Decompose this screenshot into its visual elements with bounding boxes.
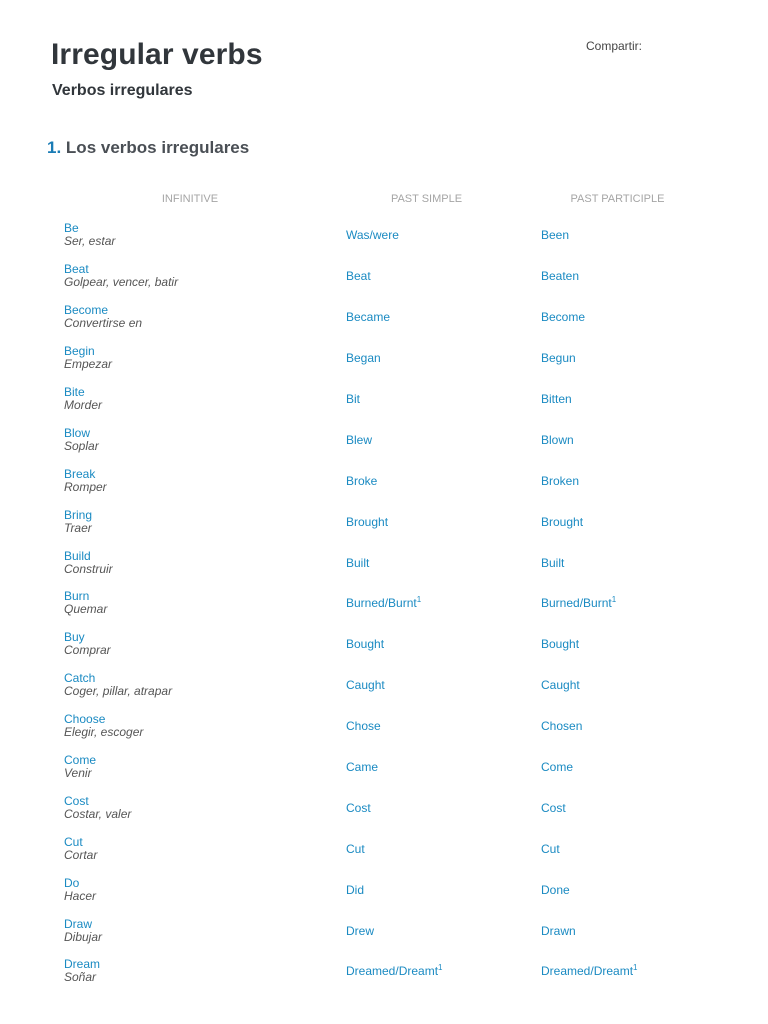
- past-simple-cell: [329, 460, 524, 501]
- table-row: [51, 910, 711, 951]
- table-row: [51, 828, 711, 869]
- table-row: [51, 215, 711, 256]
- past-simple-text: Blew: [346, 432, 373, 447]
- past-simple-cell: [329, 706, 524, 747]
- translation-text: Traer: [64, 520, 92, 535]
- past-participle-text: Burned/Burnt: [541, 596, 612, 611]
- past-participle-cell: [524, 583, 711, 624]
- infinitive-link[interactable]: Cut: [64, 834, 83, 849]
- translation-text: Elegir, escoger: [64, 725, 144, 740]
- past-participle-text: Broken: [541, 473, 580, 488]
- past-participle-text: Become: [541, 310, 586, 325]
- past-simple-cell: [329, 297, 524, 338]
- infinitive-cell: [51, 951, 329, 992]
- table-body: [51, 215, 711, 992]
- past-participle-cell: [524, 379, 711, 420]
- table-row: [51, 419, 711, 460]
- share-label: Compartir:: [586, 39, 643, 53]
- column-header-past-simple: PAST SIMPLE: [390, 192, 463, 205]
- infinitive-cell: [51, 583, 329, 624]
- past-simple-text: Bit: [346, 392, 361, 406]
- infinitive-cell: [51, 787, 329, 828]
- infinitive-link[interactable]: Bring: [64, 507, 93, 522]
- footnote-marker[interactable]: 1: [611, 595, 617, 605]
- past-participle-cell: [524, 706, 711, 747]
- past-simple-cell: [329, 542, 524, 583]
- infinitive-link[interactable]: Break: [64, 466, 96, 481]
- infinitive-cell: [51, 828, 329, 869]
- past-simple-cell: [329, 624, 524, 665]
- table-row: [51, 951, 711, 992]
- past-participle-text: Built: [541, 555, 565, 570]
- past-participle-text: Cost: [541, 800, 566, 815]
- past-simple-cell: [329, 419, 524, 460]
- past-simple-cell: [329, 869, 524, 910]
- table-row: [51, 787, 711, 828]
- infinitive-link[interactable]: Draw: [64, 916, 93, 931]
- past-participle-cell: [524, 624, 711, 665]
- infinitive-link[interactable]: Catch: [64, 671, 96, 686]
- past-participle-text: Dreamed/Dreamt: [541, 964, 634, 979]
- infinitive-link[interactable]: Choose: [64, 712, 106, 727]
- past-simple-cell: [329, 665, 524, 706]
- infinitive-link[interactable]: Blow: [64, 425, 91, 440]
- past-simple-text: Drew: [346, 923, 375, 938]
- table-row: [51, 624, 711, 665]
- past-participle-cell: [524, 338, 711, 379]
- past-participle-text: Drawn: [541, 923, 576, 938]
- past-simple-text: Began: [346, 351, 381, 366]
- infinitive-cell: [51, 665, 329, 706]
- past-participle-text: Blown: [541, 432, 574, 447]
- translation-text: Costar, valer: [64, 806, 132, 821]
- table-row: [51, 338, 711, 379]
- footnote-marker[interactable]: 1: [633, 963, 638, 973]
- infinitive-cell: [51, 910, 329, 951]
- column-header-past-participle: PAST PARTICIPLE: [570, 192, 665, 205]
- page-title: Irregular verbs: [51, 38, 263, 71]
- infinitive-link[interactable]: Bite: [64, 385, 85, 399]
- past-simple-text: Beat: [346, 269, 371, 284]
- past-simple-cell: [329, 828, 524, 869]
- past-participle-cell: [524, 747, 711, 788]
- past-participle-cell: [524, 419, 711, 460]
- translation-text: Soplar: [64, 438, 99, 453]
- infinitive-link[interactable]: Become: [64, 303, 109, 318]
- column-header-infinitive: INFINITIVE: [161, 192, 219, 205]
- past-simple-text: Was/were: [346, 228, 399, 243]
- infinitive-link[interactable]: Come: [64, 753, 97, 768]
- past-participle-text: Bitten: [541, 392, 572, 406]
- section-title: Los verbos irregulares: [65, 138, 250, 157]
- infinitive-link[interactable]: Beat: [64, 262, 89, 277]
- past-simple-text: Broke: [346, 473, 378, 488]
- table-header-row: [51, 182, 711, 215]
- translation-text: Construir: [64, 561, 113, 576]
- past-participle-text: Cut: [541, 841, 560, 856]
- section-number: 1.: [47, 138, 62, 157]
- past-simple-cell: [329, 787, 524, 828]
- past-simple-text: Burned/Burnt: [346, 596, 417, 611]
- past-simple-text: Built: [346, 555, 370, 570]
- translation-text: Quemar: [64, 602, 108, 617]
- infinitive-cell: [51, 542, 329, 583]
- past-simple-cell: [329, 501, 524, 542]
- translation-text: Comprar: [64, 643, 111, 658]
- table-row: [51, 542, 711, 583]
- infinitive-cell: [51, 460, 329, 501]
- infinitive-cell: [51, 256, 329, 297]
- infinitive-cell: [51, 297, 329, 338]
- past-simple-text: Bought: [346, 637, 385, 652]
- past-participle-cell: [524, 910, 711, 951]
- past-participle-text: Brought: [541, 514, 584, 529]
- table-row: [51, 747, 711, 788]
- past-simple-cell: [329, 338, 524, 379]
- page-subtitle: Verbos irregulares: [52, 82, 193, 99]
- past-simple-text: Brought: [346, 514, 389, 529]
- past-simple-text: Came: [346, 760, 379, 775]
- past-simple-text: Became: [346, 310, 391, 325]
- translation-text: Hacer: [64, 888, 97, 903]
- translation-text: Golpear, vencer, batir: [64, 275, 179, 290]
- infinitive-cell: [51, 624, 329, 665]
- infinitive-cell: [51, 338, 329, 379]
- translation-text: Cortar: [64, 847, 98, 862]
- infinitive-link[interactable]: Begin: [64, 344, 95, 359]
- infinitive-link[interactable]: Build: [64, 548, 91, 563]
- infinitive-cell: [51, 215, 329, 256]
- infinitive-cell: [51, 379, 329, 420]
- past-simple-cell: [329, 910, 524, 951]
- translation-text: Dibujar: [64, 929, 103, 944]
- table-row: [51, 706, 711, 747]
- table-row: [51, 665, 711, 706]
- past-participle-cell: [524, 501, 711, 542]
- infinitive-link[interactable]: Burn: [64, 589, 90, 604]
- past-participle-cell: [524, 460, 711, 501]
- table-row: [51, 869, 711, 910]
- infinitive-link[interactable]: Be: [64, 221, 79, 236]
- past-participle-cell: [524, 215, 711, 256]
- infinitive-link[interactable]: Buy: [64, 630, 85, 645]
- infinitive-link[interactable]: Dream: [64, 957, 101, 972]
- infinitive-cell: [51, 501, 329, 542]
- infinitive-cell: [51, 747, 329, 788]
- past-participle-cell: [524, 869, 711, 910]
- past-simple-text: Dreamed/Dreamt: [346, 964, 439, 979]
- past-participle-cell: [524, 951, 711, 992]
- past-simple-cell: [329, 583, 524, 624]
- past-participle-text: Caught: [541, 678, 580, 693]
- past-participle-text: Come: [541, 760, 574, 775]
- past-participle-cell: [524, 787, 711, 828]
- table-row: [51, 460, 711, 501]
- past-participle-cell: [524, 297, 711, 338]
- section-heading: [47, 138, 249, 158]
- past-simple-cell: [329, 215, 524, 256]
- past-simple-text: Cut: [346, 841, 365, 856]
- infinitive-link[interactable]: Do: [64, 875, 80, 890]
- past-participle-cell: [524, 542, 711, 583]
- translation-text: Morder: [64, 398, 103, 412]
- translation-text: Coger, pillar, atrapar: [64, 684, 173, 699]
- footnote-marker[interactable]: 1: [416, 595, 422, 605]
- past-participle-text: Begun: [541, 351, 576, 366]
- table-row: [51, 256, 711, 297]
- past-participle-text: Bought: [541, 637, 580, 652]
- translation-text: Convertirse en: [64, 316, 143, 331]
- past-participle-text: Been: [541, 228, 570, 243]
- past-simple-cell: [329, 379, 524, 420]
- table-row: [51, 297, 711, 338]
- translation-text: Ser, estar: [64, 234, 116, 249]
- past-participle-cell: [524, 665, 711, 706]
- past-participle-text: Done: [541, 882, 570, 897]
- translation-text: Soñar: [64, 970, 97, 985]
- footnote-marker[interactable]: 1: [438, 963, 443, 973]
- past-simple-text: Did: [346, 882, 365, 897]
- table-row: [51, 583, 711, 624]
- irregular-verbs-table: [51, 182, 711, 992]
- infinitive-cell: [51, 419, 329, 460]
- table-row: [51, 501, 711, 542]
- past-simple-cell: [329, 256, 524, 297]
- table-row: [51, 379, 711, 420]
- infinitive-cell: [51, 706, 329, 747]
- past-participle-text: Beaten: [541, 269, 580, 284]
- translation-text: Romper: [64, 479, 107, 494]
- past-simple-cell: [329, 747, 524, 788]
- past-participle-text: Chosen: [541, 719, 583, 734]
- past-simple-text: Chose: [346, 719, 381, 734]
- past-participle-cell: [524, 828, 711, 869]
- past-simple-cell: [329, 951, 524, 992]
- translation-text: Venir: [64, 766, 92, 781]
- past-participle-cell: [524, 256, 711, 297]
- past-simple-text: Cost: [346, 800, 371, 815]
- past-simple-text: Caught: [346, 678, 385, 693]
- translation-text: Empezar: [64, 357, 113, 372]
- infinitive-cell: [51, 869, 329, 910]
- infinitive-link[interactable]: Cost: [64, 793, 89, 808]
